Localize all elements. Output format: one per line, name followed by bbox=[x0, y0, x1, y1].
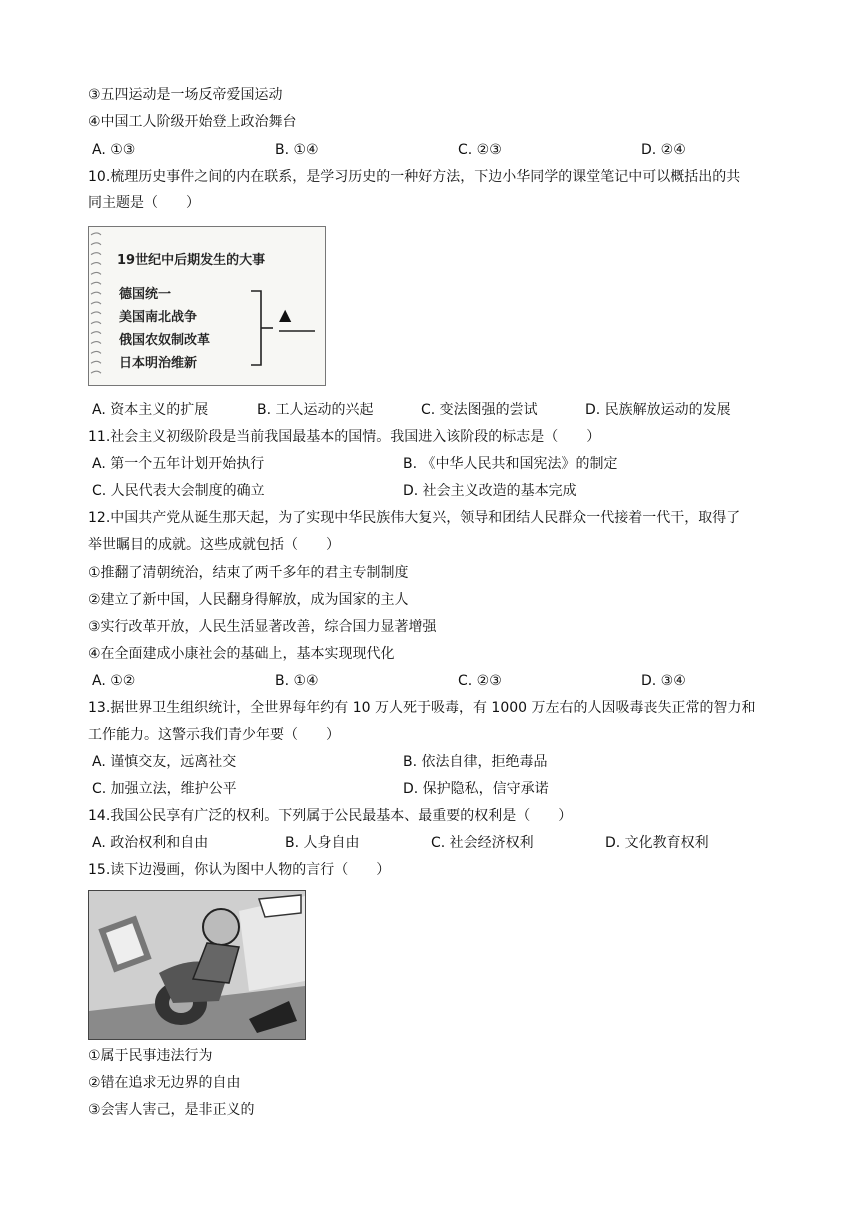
q10-stem-line1: 10.梳理历史事件之间的内在联系，是学习历史的一种好方法，下边小华同学的课堂笔记中可以概括出的共 bbox=[88, 169, 741, 185]
q10-notebook-image bbox=[88, 226, 326, 386]
q9-option-b: B. ①④ bbox=[275, 142, 319, 158]
q12-stem-line1: 12.中国共产党从诞生那天起，为了实现中华民族伟大复兴，领导和团结人民群众一代接着一代干，取得了 bbox=[88, 510, 741, 526]
notebook-item: 美国南北战争 bbox=[119, 310, 198, 325]
q11-option-a: A. 第一个五年计划开始执行 bbox=[92, 456, 265, 472]
notebook-item: 德国统一 bbox=[119, 287, 172, 302]
triangle-mark: ▲ bbox=[279, 305, 292, 324]
notebook-item: 俄国农奴制改革 bbox=[119, 333, 211, 348]
q11-option-b: B. 《中华人民共和国宪法》的制定 bbox=[403, 456, 618, 472]
q15-item-3: ③会害人害己，是非正义的 bbox=[88, 1102, 255, 1118]
q12-item-3: ③实行改革开放，人民生活显著改善，综合国力显著增强 bbox=[88, 619, 437, 635]
bracket-icon bbox=[249, 289, 319, 369]
q10-option-a: A. 资本主义的扩展 bbox=[92, 402, 209, 418]
q13-stem-line2: 工作能力。这警示我们青少年要（ ） bbox=[88, 727, 340, 743]
q12-option-c: C. ②③ bbox=[458, 673, 502, 689]
q9-option-a: A. ①③ bbox=[92, 142, 136, 158]
q12-option-d: D. ③④ bbox=[641, 673, 686, 689]
q13-option-d: D. 保护隐私，信守承诺 bbox=[403, 781, 549, 797]
q9-option-d: D. ②④ bbox=[641, 142, 686, 158]
notebook-item: 日本明治维新 bbox=[119, 356, 198, 371]
q12-item-1: ①推翻了清朝统治，结束了两千多年的君主专制制度 bbox=[88, 565, 409, 581]
notebook-title: 19世纪中后期发生的大事 bbox=[117, 253, 266, 268]
q14-option-d: D. 文化教育权利 bbox=[605, 835, 709, 851]
q11-option-d: D. 社会主义改造的基本完成 bbox=[403, 483, 577, 499]
cartoon-motorcyclist-icon bbox=[89, 891, 305, 1039]
q13-option-a: A. 谨慎交友，远离社交 bbox=[92, 754, 237, 770]
q13-option-b: B. 依法自律，拒绝毒品 bbox=[403, 754, 548, 770]
q9-item-4: ④中国工人阶级开始登上政治舞台 bbox=[88, 114, 297, 130]
q10-option-c: C. 变法图强的尝试 bbox=[421, 402, 538, 418]
q12-item-2: ②建立了新中国，人民翻身得解放，成为国家的主人 bbox=[88, 592, 409, 608]
q10-stem-line2: 同主题是（ ） bbox=[88, 195, 200, 211]
q12-option-a: A. ①② bbox=[92, 673, 136, 689]
q10-option-b: B. 工人运动的兴起 bbox=[257, 402, 374, 418]
q11-option-c: C. 人民代表大会制度的确立 bbox=[92, 483, 265, 499]
q13-stem-line1: 13.据世界卫生组织统计，全世界每年约有 10 万人死于吸毒，有 1000 万左右的人因吸毒丧失正常的智力和 bbox=[88, 700, 756, 716]
q9-item-3: ③五四运动是一场反帝爱国运动 bbox=[88, 87, 283, 103]
q12-option-b: B. ①④ bbox=[275, 673, 319, 689]
q12-item-4: ④在全面建成小康社会的基础上，基本实现现代化 bbox=[88, 646, 395, 662]
q11-stem: 11.社会主义初级阶段是当前我国最基本的国情。我国进入该阶段的标志是（ ） bbox=[88, 429, 601, 445]
q13-option-c: C. 加强立法，维护公平 bbox=[92, 781, 237, 797]
q14-option-c: C. 社会经济权利 bbox=[431, 835, 534, 851]
q14-option-a: A. 政治权利和自由 bbox=[92, 835, 209, 851]
spiral-binding-icon bbox=[89, 227, 103, 385]
q15-item-2: ②错在追求无边界的自由 bbox=[88, 1075, 241, 1091]
q15-cartoon-image bbox=[88, 890, 306, 1040]
q9-option-c: C. ②③ bbox=[458, 142, 502, 158]
q14-option-b: B. 人身自由 bbox=[285, 835, 360, 851]
q12-stem-line2: 举世瞩目的成就。这些成就包括（ ） bbox=[88, 537, 340, 553]
q15-stem: 15.读下边漫画，你认为图中人物的言行（ ） bbox=[88, 862, 391, 878]
q14-stem: 14.我国公民享有广泛的权利。下列属于公民最基本、最重要的权利是（ ） bbox=[88, 808, 573, 824]
q10-option-d: D. 民族解放运动的发展 bbox=[585, 402, 731, 418]
q15-item-1: ①属于民事违法行为 bbox=[88, 1048, 213, 1064]
